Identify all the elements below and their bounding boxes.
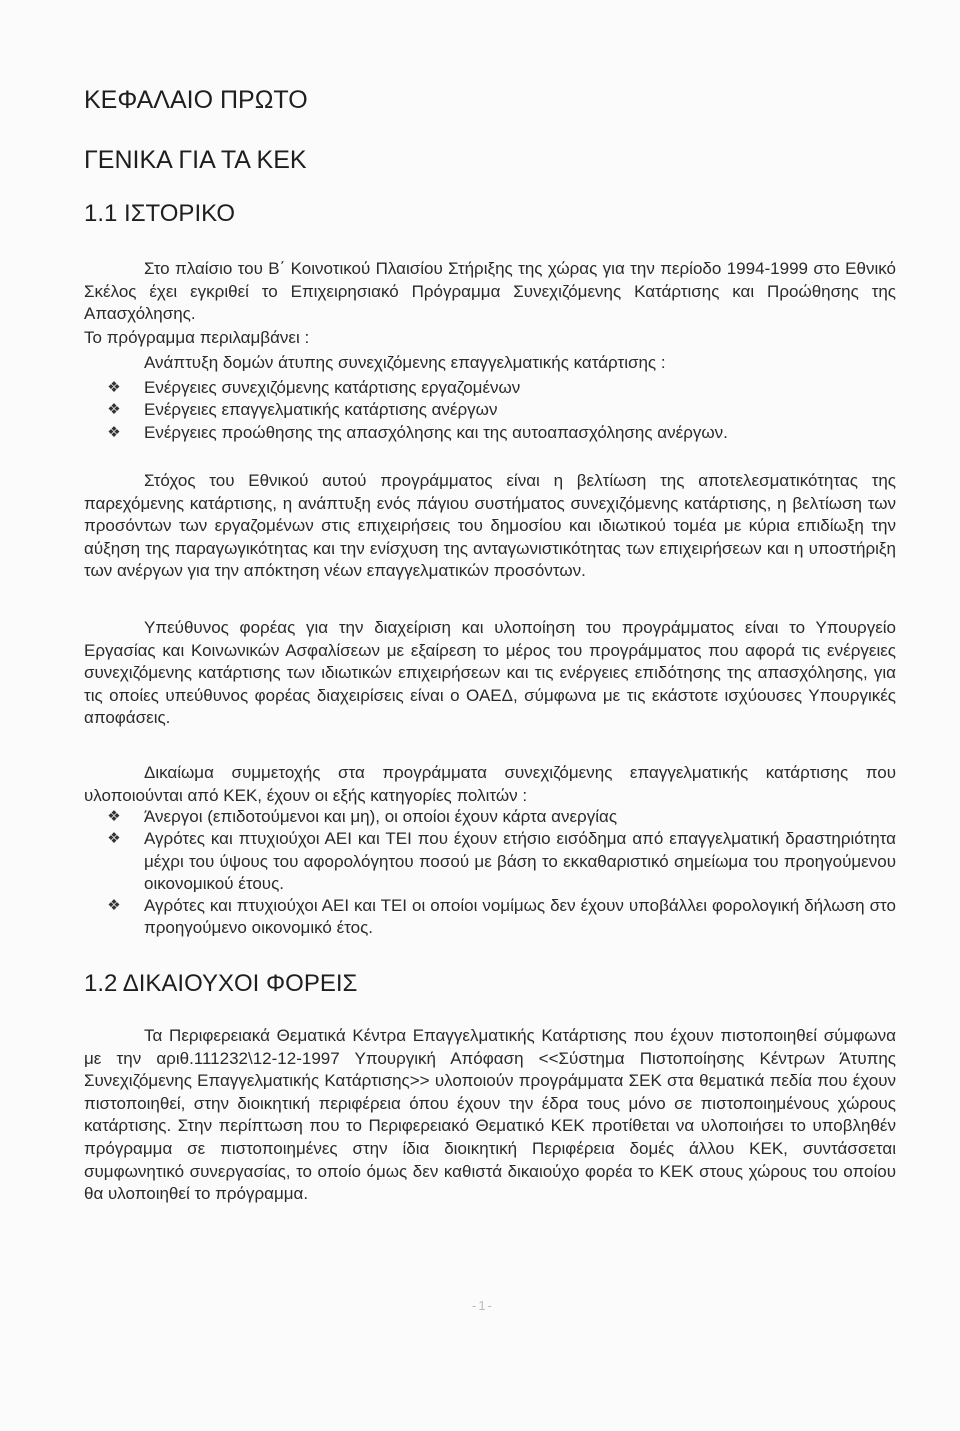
list-item-text: Άνεργοι (επιδοτούμενοι και μη), οι οποίοι έχουν κάρτα ανεργίας [144,807,618,826]
list-item [104,806,896,828]
list-item [104,399,896,421]
development-line: Ανάπτυξη δομών άτυπης συνεχιζόμενης επαγγελματικής κατάρτισης : [144,353,666,372]
eligibility-paragraph: Δικαίωμα συμμετοχής στα προγράμματα συνεχιζόμενης επαγγελματικής κατάρτισης που υλοποιούνται από ΚΕΚ, έχουν οι εξής κατηγορίες πολιτών : [84,763,896,805]
program-includes-line: Το πρόγραμμα περιλαμβάνει : [84,328,310,347]
diamond-bullet-icon: ❖ [107,401,121,419]
list-item-text: Ενέργειες επαγγελματικής κατάρτισης ανέργων [144,400,498,420]
list-item-text: Αγρότες και πτυχιούχοι ΑΕΙ και ΤΕΙ οι οποίοι νομίμως δεν έχουν υποβάλλει φορολογική δήλωση στο προηγούμενο οικονομικό έτος. [144,896,896,938]
list-item-text: Ενέργειες προώθησης της απασχόλησης και της αυτοαπασχόλησης ανέργων. [144,422,728,442]
subsection-title-history: 1.1 ΙΣΤΟΡΙΚΟ [84,200,236,227]
diamond-bullet-icon: ❖ [107,423,121,441]
diamond-bullet-icon: ❖ [107,379,121,396]
section-title: ΓΕΝΙΚΑ ΓΙΑ ΤΑ ΚΕΚ [84,146,307,174]
list-item [104,895,896,940]
list-item [104,377,896,399]
chapter-title: ΚΕΦΑΛΑΙΟ ΠΡΩΤΟ [84,86,308,114]
list-item-text: Αγρότες και πτυχιούχοι ΑΕΙ και ΤΕΙ που έχουν ετήσιο εισόδημα από επαγγελματική δραστηριότητα μέχρι του ύψους του αφορολόγητου ποσού με βάση το εκκαθαριστικό σημείωμα του προηγούμενου οικονομικού έτους. [144,829,896,893]
diamond-bullet-icon: ❖ [107,830,121,848]
list-item [104,828,896,895]
actions-list [104,377,896,444]
diamond-bullet-icon: ❖ [107,808,121,825]
page-number: -1- [472,1298,494,1313]
goal-paragraph: Στόχος του Εθνικού αυτού προγράμματος είναι η βελτίωση της αποτελεσματικότητας της παρεχόμενης κατάρτισης, η ανάπτυξη ενός πάγιου συστήματος συνεχιζόμενης κατάρτισης, η βελτίωση των προσόντων των εργαζομένων στις επιχειρήσεις του δημοσίου και ιδιωτικού τομέα με κύρια επιδίωξη την αύξηση της παραγωγικότητας και την ενίσχυση της ανταγωνιστικότητας των επιχειρήσεων και η υποστήριξη των ανέργων για την απόκτηση νέων επαγγελματικών προσόντων. [84,471,896,581]
list-item [104,422,896,444]
subsection-title-beneficiaries: 1.2 ΔΙΚΑΙΟΥΧΟΙ ΦΟΡΕΙΣ [84,970,358,997]
diamond-bullet-icon: ❖ [107,897,121,915]
beneficiaries-paragraph: Τα Περιφερειακά Θεματικά Κέντρα Επαγγελματικής Κατάρτισης που έχουν πιστοποιηθεί σύμφωνα με την αριθ.111232\12-12-1997 Υπουργική Απόφαση <<Σύστημα Πιστοποίησης Κέντρων Άτυπης Συνεχιζόμενης Επαγγελματικής Κατάρτισης>> υλοποιούν προγράμματα ΣΕΚ στα θεματικά πεδία που έχουν πιστοποιηθεί, στην διοικητική περιφέρεια όπου έχουν την έδρα τους μόνο σε πιστοποιημένους χώρους κατάρτισης. Στην περίπτωση που το Περιφερειακό Θεματικό ΚΕΚ προτίθεται να υλοποιήσει το υποβληθέν πρόγραμμα σε πιστοποιημένες στην ίδια διοικητική Περιφέρεια δομές άλλου ΚΕΚ, συντάσσεται συμφωνητικό συνεργασίας, το οποίο όμως δεν καθιστά δικαιούχο φορέα το ΚΕΚ στους χώρους του οποίου θα υλοποιηθεί το πρόγραμμα. [84,1026,896,1204]
list-item-text: Ενέργειες συνεχιζόμενης κατάρτισης εργαζομένων [144,378,521,397]
intro-paragraph: Στο πλαίσιο του Β΄ Κοινοτικού Πλαισίου Στήριξης της χώρας για την περίοδο 1994-1999 στο Εθνικό Σκέλος έχει εγκριθεί το Επιχειρησιακό Πρόγραμμα Συνεχιζόμενης Κατάρτισης και Προώθησης της Απασχόλησης. [84,259,896,324]
responsible-paragraph: Υπεύθυνος φορέας για την διαχείριση και υλοποίηση του προγράμματος είναι το Υπουργείο Εργασίας και Κοινωνικών Ασφαλίσεων με εξαίρεση το μέρος του προγράμματος που αφορά τις ενέργειες συνεχιζόμενης κατάρτισης των ιδιωτικών επιχειρήσεων και τις ενέργειες επιδότησης της απασχόλησης, για τις οποίες υπεύθυνος φορέας διαχειρίσεις είναι ο ΟΑΕΔ, σύμφωνα με τις εκάστοτε ισχύουσες Υπουργικές αποφάσεις. [84,618,896,728]
categories-list [104,806,896,940]
